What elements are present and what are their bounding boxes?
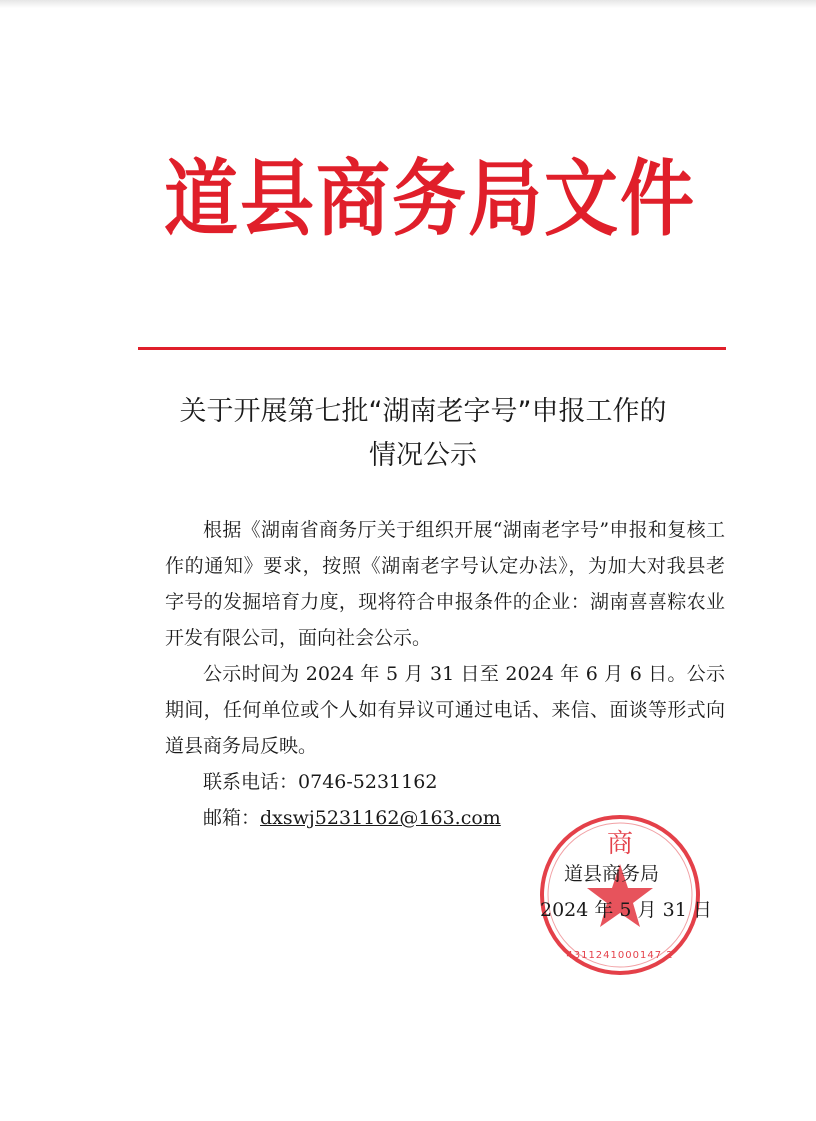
document-header-title: 道县商务局文件	[164, 151, 696, 248]
seal-top-text: 商	[606, 829, 634, 859]
signature-date: 2024 年 5 月 31 日	[540, 899, 712, 921]
email-link[interactable]: dxswj5231162@163.com	[260, 807, 501, 829]
email-label: 邮箱：	[203, 807, 261, 829]
title-line-1: 关于开展第七批“湖南老字号”申报工作的	[179, 396, 667, 427]
phone-label: 联系电话：	[203, 771, 299, 793]
phone-number: 0746-5231162	[298, 771, 438, 793]
red-divider-line	[138, 347, 726, 350]
signature-block	[540, 856, 720, 928]
body-paragraph-1: 根据《湖南省商务厅关于组织开展“湖南老字号”申报和复核工作的通知》要求，按照《湖南老字号认定办法》，为加大对我县老字号的发掘培育力度，现将符合申报条件的企业：湖南喜喜粽农业开发有限公司，面向社会公示。	[165, 519, 725, 649]
contact-phone-line	[165, 764, 725, 800]
seal-code-text: 4311241000147 2	[566, 950, 674, 961]
signature-org: 道县商务局	[564, 863, 660, 885]
announcement-body	[165, 512, 725, 836]
title-line-2: 情况公示	[369, 440, 477, 471]
scan-edge	[0, 0, 816, 8]
announcement-title	[120, 390, 726, 478]
body-paragraph-2: 公示时间为 2024 年 5 月 31 日至 2024 年 6 月 6 日。公示期间，任何单位或个人如有异议可通过电话、来信、面谈等形式向道县商务局反映。	[165, 663, 725, 757]
